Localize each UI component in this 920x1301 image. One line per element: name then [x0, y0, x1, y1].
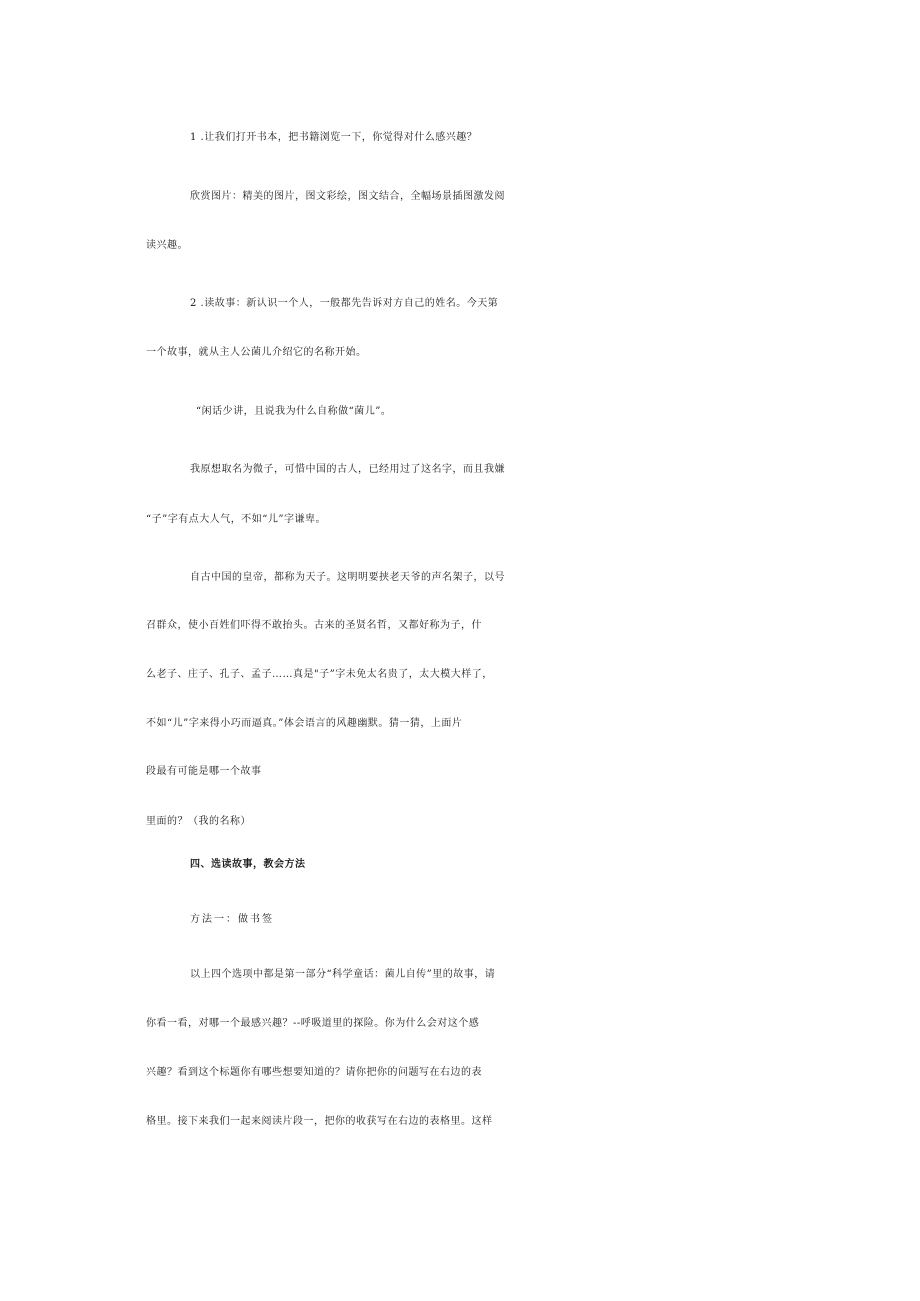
paragraph-2-line-1: 自古中国的皇帝，都称为天子。这明明要挟老天爷的声名架子，以号 — [190, 572, 505, 583]
paragraph-3-line-1: 以上四个选项中都是第一部分“科学童话：菌儿自传”里的故事，请 — [190, 969, 496, 980]
paragraph-2-line-4: 不如“儿”字来得小巧而逼真。”体会语言的风趣幽默。猜一猜，上面片 — [146, 718, 463, 729]
question-2-line-1: 2 .读故事：新认识一个人，一般都先告诉对方自己的姓名。今天第 — [190, 298, 499, 309]
paragraph-3-line-2: 你看一看，对哪一个最感兴趣？--呼吸道里的探险。你为什么会对这个感 — [146, 1018, 480, 1029]
paragraph-3-line-4: 格里。接下来我们一起来阅读片段一，把你的收获写在右边的表格里。这样 — [146, 1116, 493, 1127]
paragraph-2-line-6: 里面的？（我的名称） — [146, 816, 251, 827]
question-1: 1 .让我们打开书本，把书籍浏览一下，你觉得对什么感兴趣？ — [190, 132, 478, 143]
paragraph-1-line-2: “子”字有点大人气，不如“儿”字谦卑。 — [146, 514, 326, 525]
paragraph-3-line-3: 兴趣？看到这个标题你有哪些想要知道的？请你把你的问题写在右边的表 — [146, 1067, 482, 1078]
appreciate-pictures-line-1: 欣赏图片：精美的图片，图文彩绘，图文结合，全幅场景插图激发阅 — [190, 191, 505, 202]
paragraph-1-line-1: 我原想取名为微子，可惜中国的古人，已经用过了这名字，而且我嫌 — [190, 464, 505, 475]
method-title: 方法一：做书签 — [190, 914, 274, 925]
appreciate-pictures-line-2: 读兴趣。 — [146, 240, 188, 251]
paragraph-2-line-5: 段最有可能是哪一个故事 — [146, 766, 262, 777]
quote-opening: “闲话少讲，且说我为什么自称做“菌儿”。 — [196, 406, 392, 417]
section-heading: 四、选读故事，教会方法 — [190, 859, 306, 870]
question-2-line-2: 一个故事，就从主人公菌儿介绍它的名称开始。 — [146, 347, 367, 358]
paragraph-2-line-2: 召群众，使小百姓们吓得不敢抬头。古来的圣贤名哲，又都好称为子，什 — [146, 620, 482, 631]
paragraph-2-line-3: 么老子、庄子、孔子、孟子……真是"子”字未免太名贵了，太大模大样了， — [146, 669, 493, 680]
